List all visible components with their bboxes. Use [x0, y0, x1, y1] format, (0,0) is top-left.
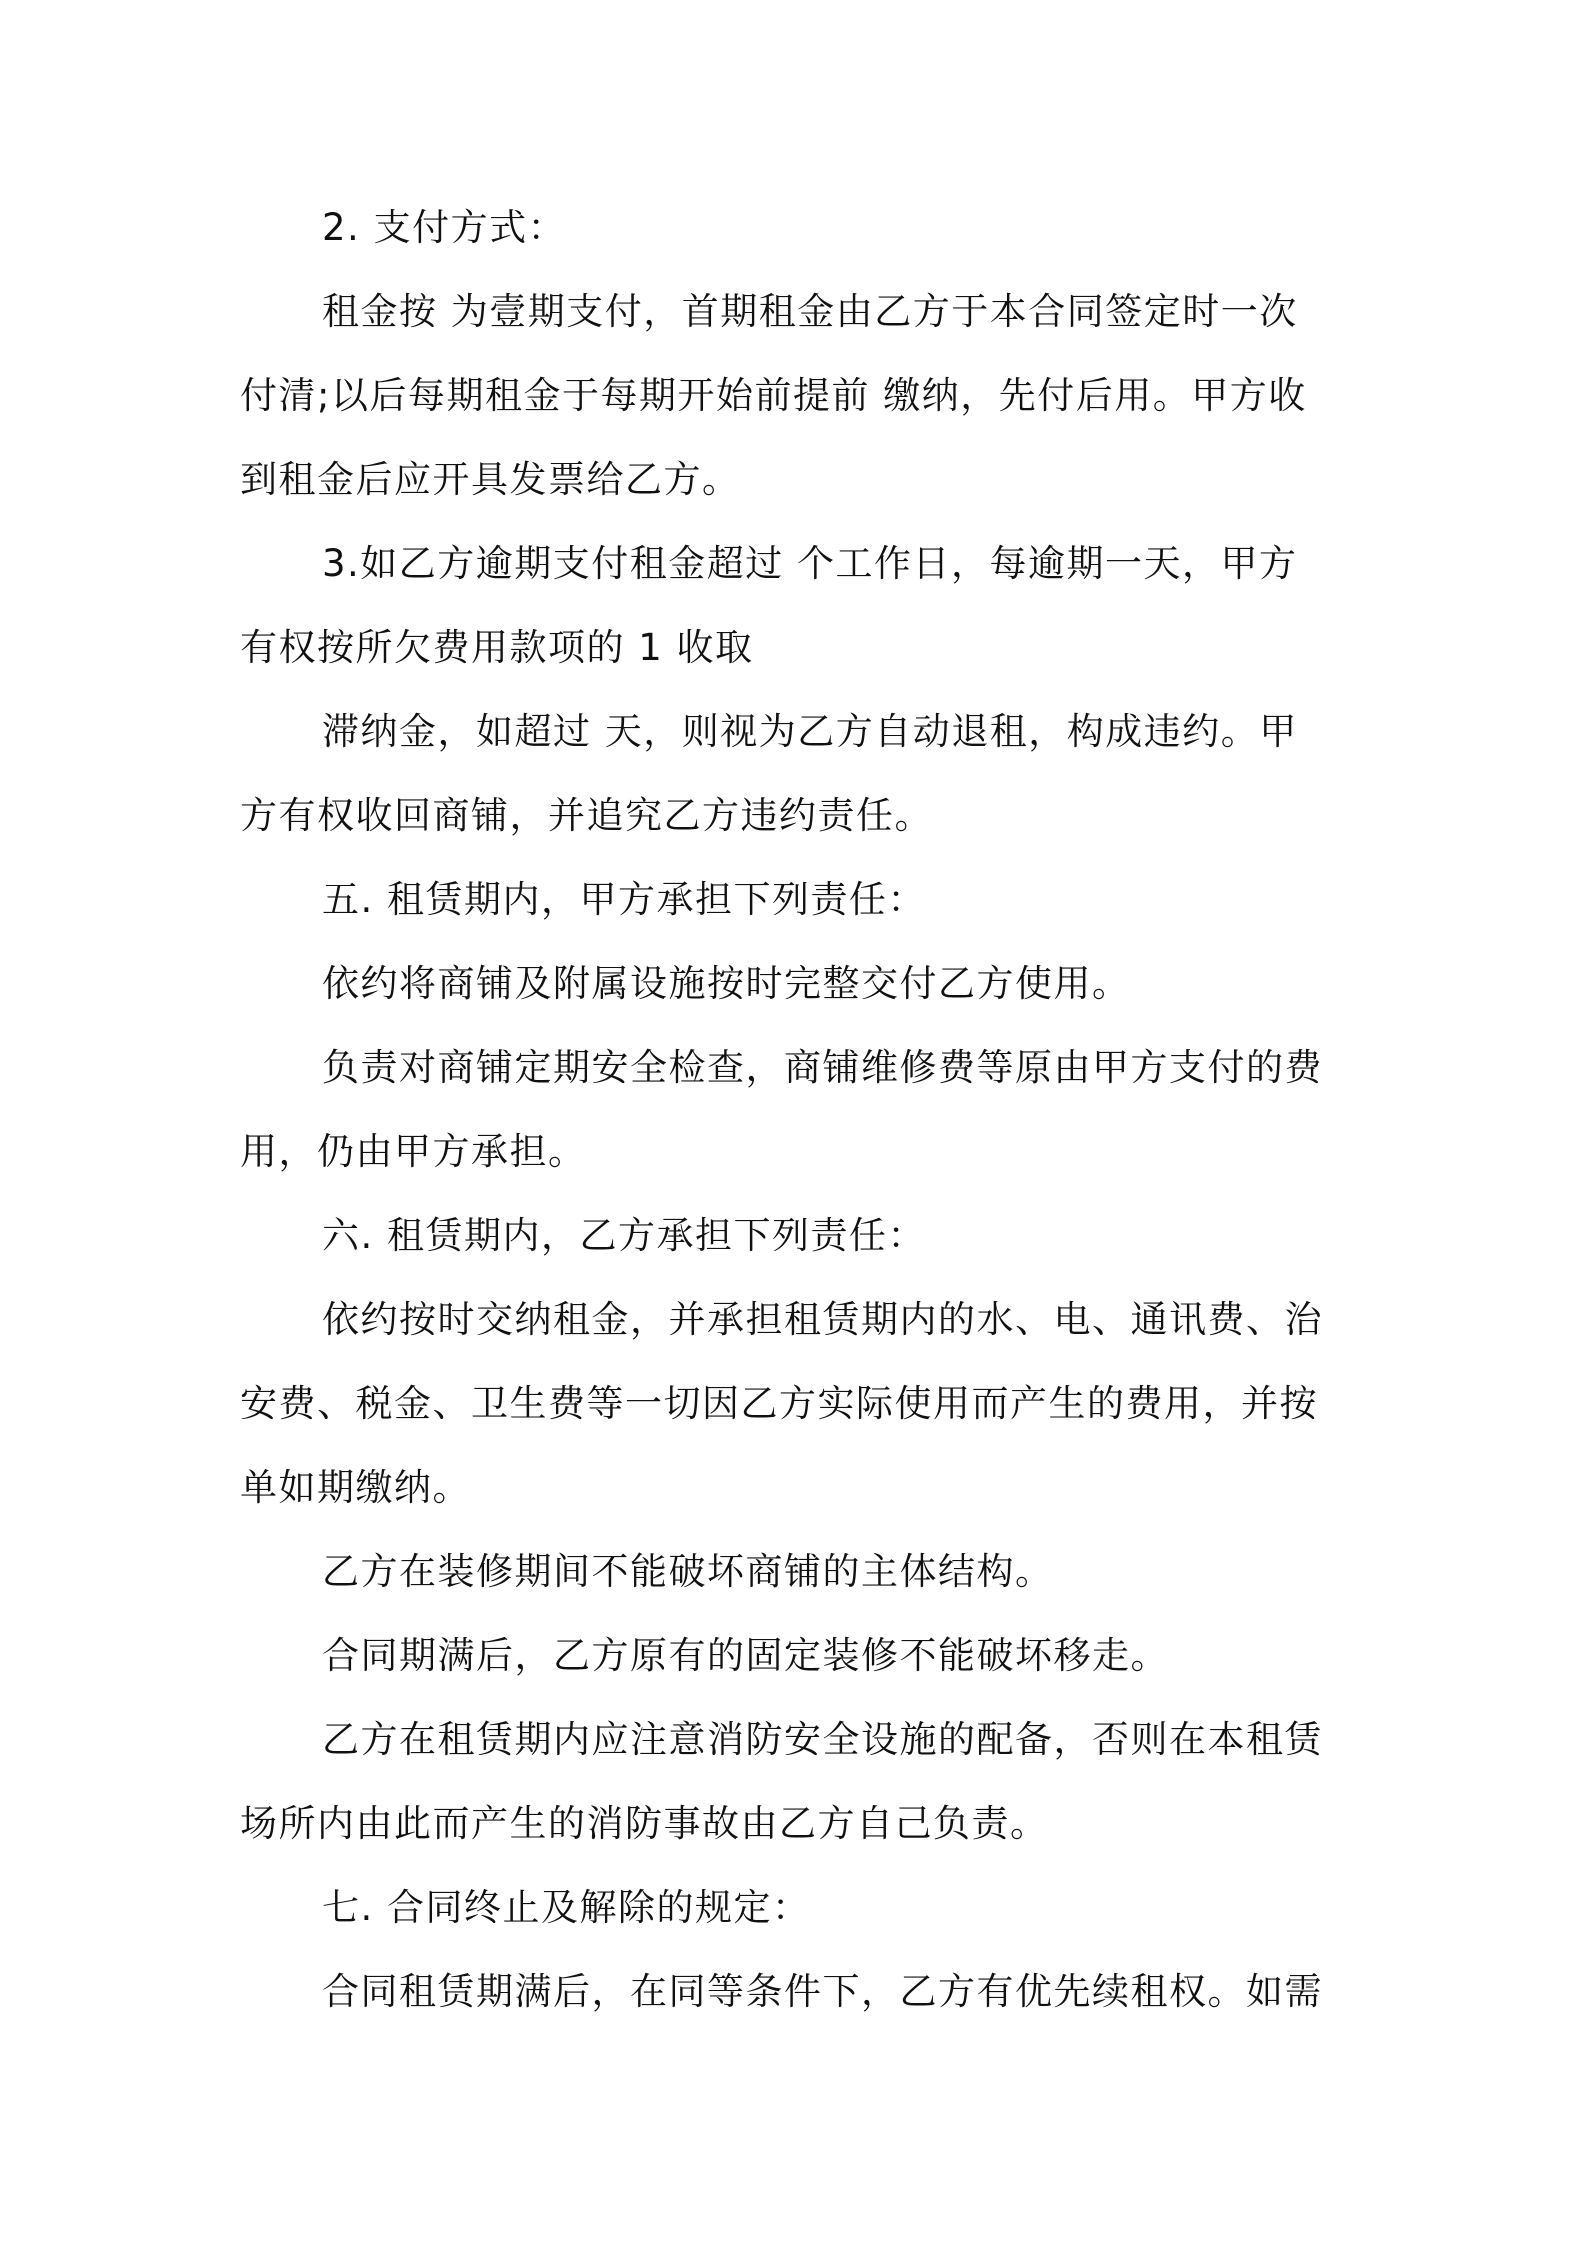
paragraph-line: 方有权收回商铺，并追究乙方违约责任。	[240, 794, 933, 837]
paragraph-line: 合同期满后，乙方原有的固定装修不能破坏移走。	[322, 1634, 1169, 1677]
section-heading-termination: 七. 合同终止及解除的规定：	[322, 1886, 811, 1929]
paragraph-line: 租金按 为壹期支付，首期租金由乙方于本合同签定时一次	[322, 290, 1298, 333]
section-heading-landlord-duties: 五. 租赁期内，甲方承担下列责任：	[322, 878, 927, 921]
paragraph-line: 3.如乙方逾期支付租金超过 个工作日，每逾期一天，甲方	[322, 542, 1298, 585]
paragraph-line: 场所内由此而产生的消防事故由乙方自己负责。	[240, 1802, 1049, 1845]
paragraph-line: 到租金后应开具发票给乙方。	[240, 458, 741, 501]
paragraph-line: 用，仍由甲方承担。	[240, 1130, 587, 1173]
section-heading-tenant-duties: 六. 租赁期内，乙方承担下列责任：	[322, 1214, 927, 1257]
paragraph-line: 合同租赁期满后，在同等条件下，乙方有优先续租权。如需	[322, 1970, 1323, 2013]
paragraph-line: 乙方在装修期间不能破坏商铺的主体结构。	[322, 1550, 1054, 1593]
paragraph-line: 付清;以后每期租金于每期开始前提前 缴纳，先付后用。甲方收	[240, 374, 1307, 417]
paragraph-line: 依约将商铺及附属设施按时完整交付乙方使用。	[322, 962, 1131, 1005]
paragraph-line: 安费、税金、卫生费等一切因乙方实际使用而产生的费用，并按	[240, 1382, 1318, 1425]
paragraph-line: 依约按时交纳租金，并承担租赁期内的水、电、通讯费、治	[322, 1298, 1323, 1341]
paragraph-line: 乙方在租赁期内应注意消防安全设施的配备，否则在本租赁	[322, 1718, 1323, 1761]
paragraph-line: 有权按所欠费用款项的 1 收取	[240, 626, 754, 669]
paragraph-line: 单如期缴纳。	[240, 1466, 471, 1509]
section-heading-payment-method: 2. 支付方式：	[322, 206, 567, 249]
paragraph-line: 负责对商铺定期安全检查，商铺维修费等原由甲方支付的费	[322, 1046, 1323, 1089]
paragraph-line: 滞纳金，如超过 天，则视为乙方自动退租，构成违约。甲	[322, 710, 1298, 753]
